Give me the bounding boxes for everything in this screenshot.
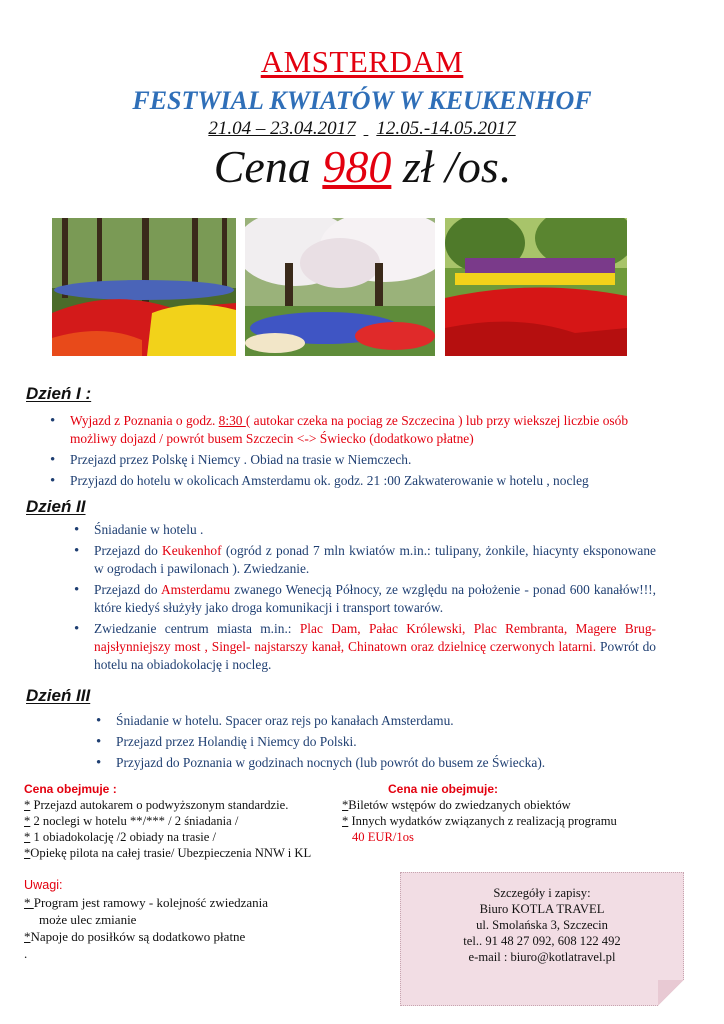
star-marker: * (342, 814, 349, 828)
price-dot: . (498, 141, 511, 192)
day2-item2-place: Keukenhof (162, 543, 222, 558)
photo-tulip-garden-2 (445, 218, 627, 356)
star-marker: * (342, 798, 349, 812)
day2-item3-a: Przejazd do (94, 582, 161, 597)
star-marker: * (24, 814, 31, 828)
day3-heading: Dzień III (26, 686, 91, 705)
day1-item1-time: 8:30 (218, 413, 246, 428)
day3-list (94, 712, 654, 775)
price-suffix: zł /os (391, 141, 499, 192)
day2-heading: Dzień II (26, 497, 86, 516)
day2-item3-place: Amsterdamu (160, 582, 231, 597)
notes-item (24, 894, 268, 911)
price-prefix: Cena (213, 141, 323, 192)
contact-heading: Szczegóły i zapisy: (493, 886, 591, 900)
day2-item2-a: Przejazd do (94, 543, 163, 558)
photo-blossom-trees (245, 218, 435, 356)
day2-item4-a: Zwiedzanie centrum miasta m.in.: (94, 621, 300, 636)
includes-title: Cena obejmuje : (24, 782, 117, 796)
notes-section (24, 877, 268, 962)
excludes-item-text: Innych wydatków związanych z realizacją programu (351, 814, 617, 828)
contact-phone: tel.. 91 48 27 092, 608 122 492 (463, 934, 621, 948)
price-line (0, 140, 724, 193)
day1-item-departure (48, 412, 660, 448)
excludes-title: Cena nie obejmuje: (388, 782, 499, 796)
star-marker: * (24, 830, 31, 844)
day2-item2-b: (ogród z ponad 7 mln kwiatów m.in.: tulipany, żonkile, hiacynty eksponowane w ogrodach i pawilonach ). Zwiedzanie. (94, 543, 656, 576)
day3-item-breakfast: • Śniadanie w hotelu. Spacer oraz rejs po kanałach Amsterdamu. (94, 712, 654, 730)
day3-item-arrival: • Przyjazd do Poznania w godzinach nocnych (lub powrót do busem ze Świecka). (94, 754, 654, 772)
star-marker: * (24, 846, 31, 860)
day2-item4-red: Plac Dam, Pałac Królewski, Plac Rembranta, Magere Brug- najsłynniejszy most , Singel- najstarszy kanał, Chinatown oraz dzielnicę czerwonych latarni. (94, 621, 657, 654)
notes-title: Uwagi: (24, 878, 63, 892)
excludes-item-text: Biletów wstępów do zwiedzanych obiektów (348, 798, 571, 812)
day1-list (48, 412, 660, 493)
includes-section (24, 781, 344, 861)
star-marker: * (24, 895, 34, 910)
day1-item-transit: • Przejazd przez Polskę i Niemcy . Obiad na trasie w Niemczech. (48, 451, 660, 469)
notes-item-text: Napoje do posiłków są dodatkowo płatne (30, 929, 246, 944)
day1-item1-a: Wyjazd z Poznania o godz. (70, 413, 219, 428)
price-value: 980 (322, 141, 392, 192)
star-marker: * (24, 929, 31, 944)
includes-item-text: Opiekę pilota na całej trasie/ Ubezpieczenia NNW i KL (30, 846, 312, 860)
includes-item-text: 1 obiadokolację /2 obiady na trasie / (33, 830, 217, 844)
notes-item (24, 928, 268, 945)
contact-box (400, 872, 684, 1006)
excludes-item (342, 797, 672, 813)
date-range-2: 12.05.-14.05.2017 (376, 118, 516, 139)
day2-item3-b: zwanego Wenecją Północy, ze względu na położenie - ponad 600 kanałów!!!, które kiedyś służyły jako droga komunikacji i transport towarów. (94, 582, 656, 615)
day2-list (72, 521, 656, 677)
page-subtitle: FESTWIAL KWIATÓW W KEUKENHOF (132, 86, 592, 115)
includes-item (24, 829, 344, 845)
includes-item (24, 845, 344, 861)
page-title: AMSTERDAM (260, 44, 464, 79)
includes-item (24, 813, 344, 829)
day2-item4-b: Powrót do hotelu na obiadokolację i nocleg. (94, 639, 657, 672)
day2-item-breakfast: • Śniadanie w hotelu . (72, 521, 656, 539)
day2-item-keukenhof (72, 542, 656, 578)
excludes-section (342, 781, 672, 845)
contact-agency: Biuro KOTLA TRAVEL (479, 902, 605, 916)
includes-item-text: 2 noclegi w hotelu **/*** / 2 śniadania / (33, 814, 239, 828)
day1-heading: Dzień I : (26, 384, 92, 403)
day3-item-return: • Przejazd przez Holandię i Niemcy do Polski. (94, 733, 654, 751)
day2-item-amsterdam (72, 581, 656, 617)
excludes-fee: 40 EUR/1os (352, 830, 414, 844)
contact-address: ul. Smolańska 3, Szczecin (476, 918, 608, 932)
photo-tulip-garden-1 (52, 218, 236, 356)
notes-item-continuation: może ulec zmianie (39, 912, 137, 927)
day1-item-hotel: • Przyjazd do hotelu w okolicach Amsterdamu ok. godz. 21 :00 Zakwaterowanie w hotelu , nocleg (48, 472, 660, 490)
notes-item-text: Program jest ramowy - kolejność zwiedzania (33, 895, 269, 910)
tour-dates (0, 118, 724, 140)
includes-item-text: Przejazd autokarem o podwyższonym standardzie. (33, 798, 289, 812)
contact-email[interactable]: e-mail : biuro@kotlatravel.pl (468, 950, 616, 964)
day1-item1-b: ( autokar czeka na pociag ze Szczecina ) lub przy wiekszej liczbie osób możliwy dojazd / powrót busem Szczecin <-> Świecko (dodatkowo płatne) (70, 413, 629, 446)
includes-item (24, 797, 344, 813)
star-marker: * (24, 798, 31, 812)
excludes-item (342, 813, 672, 829)
day2-item-sightseeing (72, 620, 656, 674)
notes-trailing-dot: . (24, 946, 28, 961)
date-range-1: 21.04 – 23.04.2017 (208, 118, 356, 139)
